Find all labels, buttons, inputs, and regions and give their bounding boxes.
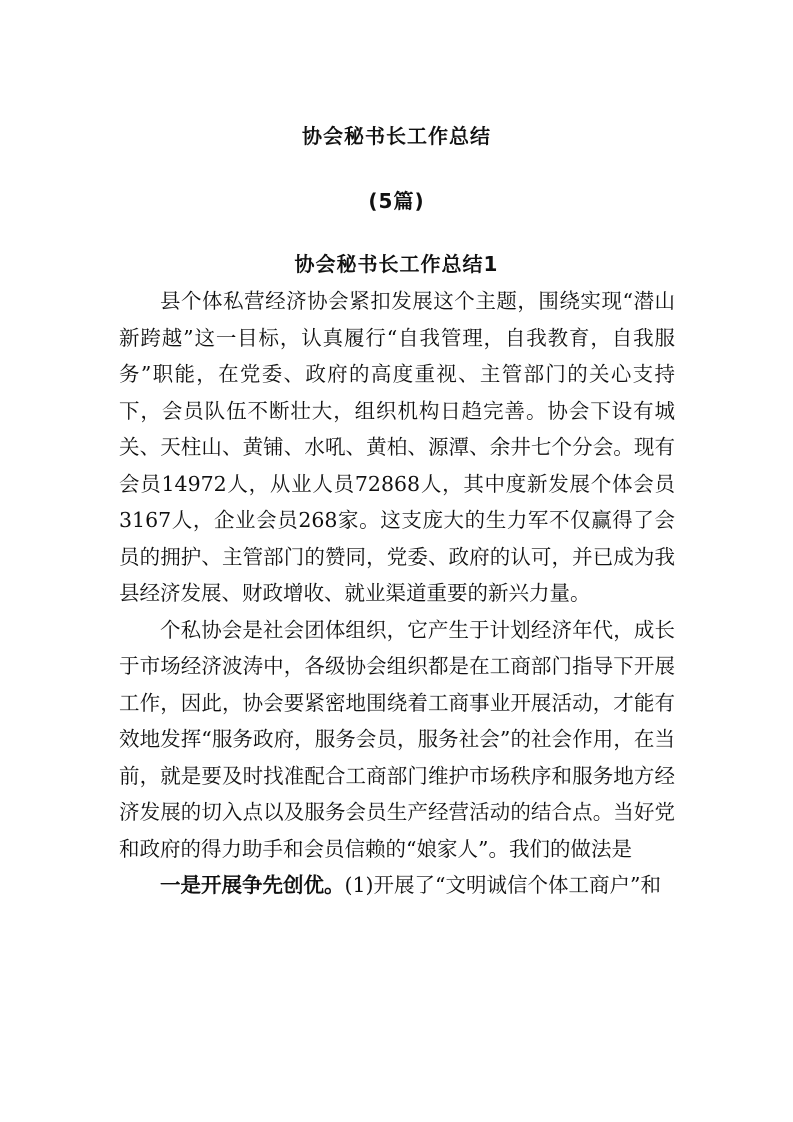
document-title: 协会秘书长工作总结 [302,124,491,148]
paragraph-3 [119,867,675,904]
body-text [119,283,675,904]
paragraph-2: 个私协会是社会团体组织，它产生于计划经济年代，成长于市场经济波涛中，各级协会组织都是在工商部门指导下开展工作，因此，协会要紧密地围绕着工商事业开展活动，才能有效地发挥“服务政府，服务会员，服务社会”的社会作用，在当前，就是要及时找准配合工商部门维护市场秩序和服务地方经济发展的切入点以及服务会员生产经营活动的结合点。当好党和政府的得力助手和会员信赖的“娘家人”。我们的做法是 [119,617,675,861]
section-title: 协会秘书长工作总结1 [294,252,499,276]
paragraph-lead: 一是开展争先创优。 [160,873,345,897]
paragraph-1: 县个体私营经济协会紧扣发展这个主题，围绕实现“潜山新跨越”这一目标，认真履行“自我管理，自我教育，自我服务”职能，在党委、政府的高度重视、主管部门的关心支持下，会员队伍不断壮大，组织机构日趋完善。协会下设有城关、天柱山、黄铺、水吼、黄柏、源潭、余井七个分会。现有会员14972人，从业人员72868人，其中度新发展个体会员3167人，企业会员268家。这支庞大的生力军不仅赢得了会员的拥护、主管部门的赞同，党委、政府的认可，并已成为我县经济发展、财政增收、就业渠道重要的新兴力量。 [119,289,675,605]
paragraph-text: (1)开展了“文明诚信个体工商户”和 [344,873,661,897]
document-subtitle: (5篇) [368,189,425,213]
